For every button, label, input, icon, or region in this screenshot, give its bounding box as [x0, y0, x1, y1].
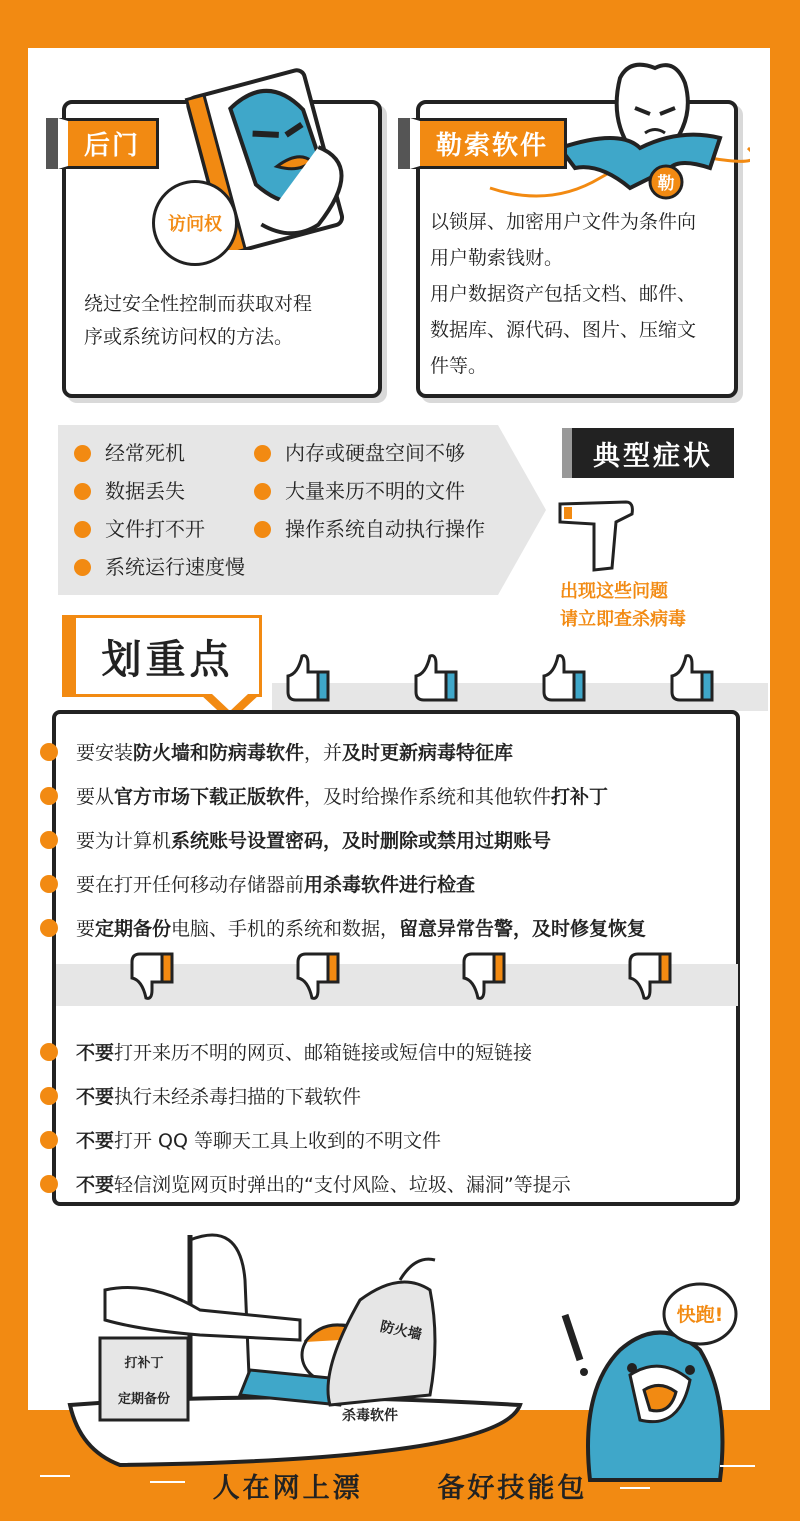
symptoms-advice: 出现这些问题 请立即查杀病毒 — [560, 581, 686, 630]
antivirus-bag-label: 杀毒软件 — [342, 1408, 398, 1424]
backup-box-label: 定期备份 — [117, 1392, 171, 1407]
symptom-item: 经常死机 — [74, 437, 185, 466]
symptom-item: 系统运行速度慢 — [74, 551, 245, 580]
thermometer-gun-icon — [556, 494, 636, 574]
symptom-item: 内存或硬盘空间不够 — [254, 437, 465, 466]
thumbs-up-icon — [668, 652, 716, 704]
backdoor-description — [84, 288, 312, 354]
symptom-item: 操作系统自动执行操作 — [254, 513, 485, 542]
patch-box-label: 打补丁 — [124, 1356, 164, 1371]
ransom-line-5: 件等。 — [430, 355, 488, 377]
thumbs-down-icon — [128, 950, 176, 1002]
backdoor-tag — [58, 118, 159, 169]
symptom-item: 文件打不开 — [74, 513, 205, 542]
dont-item: 不要打开来历不明的网页、邮箱链接或短信中的短链接 — [50, 1038, 532, 1065]
access-label: 访问权 — [168, 214, 222, 235]
key-points-title-box — [62, 615, 262, 697]
thumbs-up-icon — [284, 652, 332, 704]
do-item: 要为计算机系统账号设置密码，及时删除或禁用过期账号 — [50, 826, 551, 853]
do-item: 要在打开任何移动存储器前用杀毒软件进行检查 — [50, 870, 475, 897]
ransomware-description — [430, 204, 696, 384]
do-item: 要从官方市场下载正版软件，及时给操作系统和其他软件打补丁 — [50, 782, 608, 809]
thumbs-up-icon — [412, 652, 460, 704]
ransom-line-2: 用户勒索钱财。 — [430, 247, 564, 269]
thumbs-down-icon — [626, 950, 674, 1002]
do-item: 要安装防火墙和防病毒软件，并及时更新病毒特征库 — [50, 738, 513, 765]
ransom-line-4: 数据库、源代码、图片、压缩文 — [430, 319, 697, 341]
key-points-title: 划重点 — [101, 636, 234, 683]
symptom-item: 数据丢失 — [74, 475, 185, 504]
slogan-part-2: 备好技能包 — [437, 1473, 588, 1504]
ransom-line-1: 以锁屏、加密用户文件为条件向 — [430, 211, 697, 233]
thumbs-down-icon — [460, 950, 508, 1002]
ransom-badge-text: 勒 — [657, 174, 675, 194]
access-badge — [152, 180, 238, 266]
slogan — [0, 1466, 800, 1505]
shark-speech: 快跑! — [676, 1304, 724, 1326]
ransomware-tag-text: 勒索软件 — [436, 131, 549, 161]
thumbs-down-icon — [294, 950, 342, 1002]
backdoor-tag-text: 后门 — [84, 131, 141, 161]
backdoor-desc-line-1: 绕过安全性控制而获取对程 — [84, 293, 313, 315]
backdoor-desc-line-2: 序或系统访问权的方法。 — [84, 326, 294, 348]
ransom-line-3: 用户数据资产包括文档、邮件、 — [430, 283, 697, 305]
dont-item: 不要打开 QQ 等聊天工具上收到的不明文件 — [50, 1126, 441, 1153]
thumbs-up-icon — [540, 652, 588, 704]
firewall-bag-label: 防火墙 — [378, 1318, 424, 1344]
symptom-item: 大量来历不明的文件 — [254, 475, 465, 504]
dont-item: 不要轻信浏览网页时弹出的“支付风险、垃圾、漏洞”等提示 — [50, 1170, 571, 1197]
slogan-part-1: 人在网上漂 — [212, 1473, 363, 1504]
ransomware-tag — [410, 118, 567, 169]
symptoms-title: 典型症状 — [562, 428, 734, 478]
symptom-list — [74, 437, 534, 587]
do-item: 要定期备份电脑、手机的系统和数据，留意异常告警，及时修复恢复 — [50, 914, 646, 941]
dont-item: 不要执行未经杀毒扫描的下载软件 — [50, 1082, 361, 1109]
